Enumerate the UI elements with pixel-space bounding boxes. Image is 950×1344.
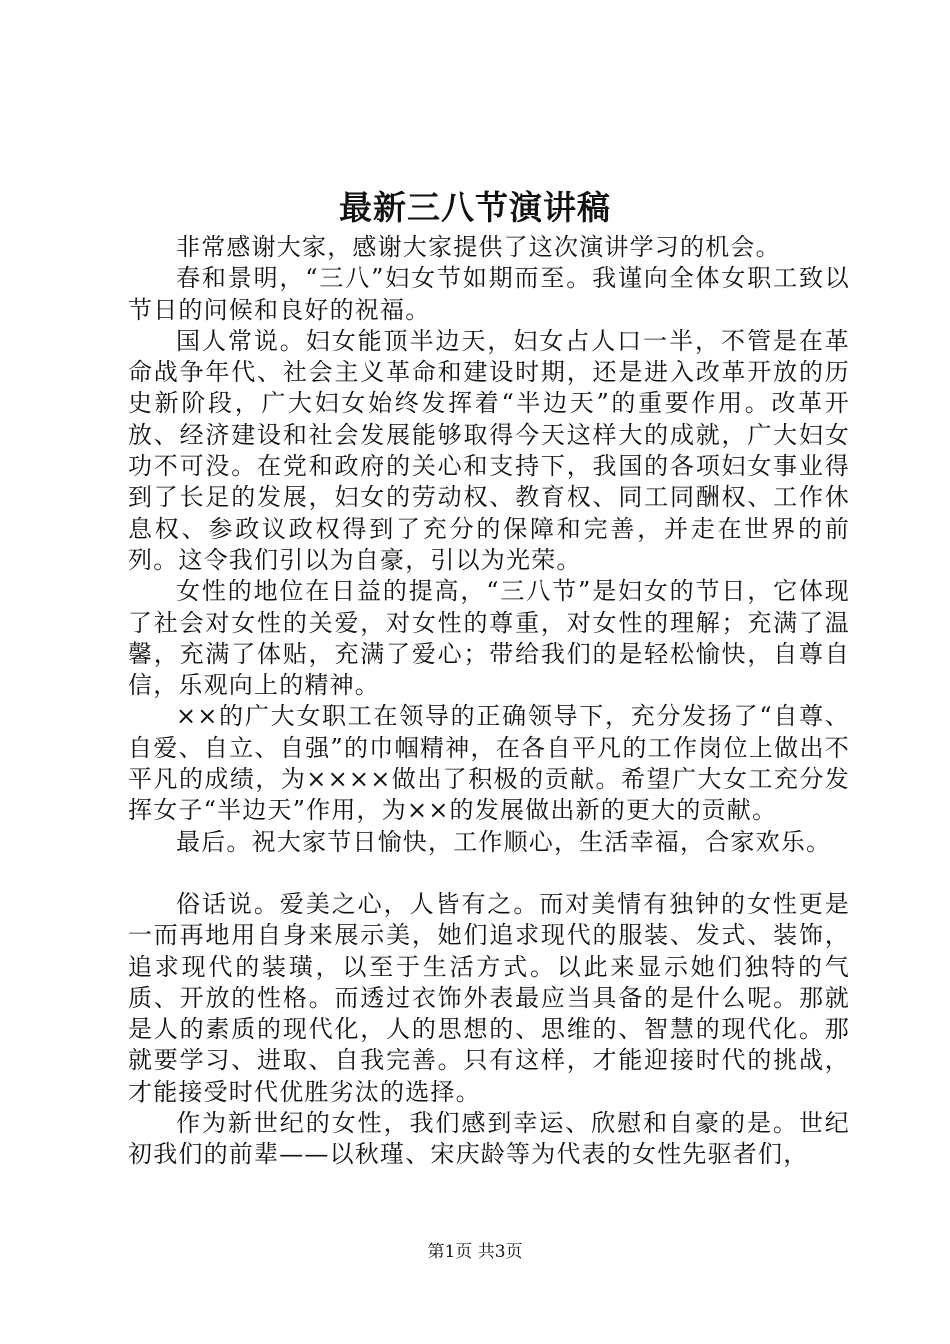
paragraph-female-workers: ××的广大女职工在领导的正确领导下，充分发扬了“自尊、自爱、自立、自强”的巾帼精神，在各自平凡的工作岗位上做出不平凡的成绩，为××××做出了积极的贡献。希望广大女工充分发挥女子“半边天”作用，为××的发展做出新的更大的贡献。 — [128, 702, 850, 825]
paragraph-half-sky: 国人常说。妇女能顶半边天，妇女占人口一半，不管是在革命战争年代、社会主义革命和建设时期，还是进入改革开放的历史新阶段，广大妇女始终发挥着“半边天”的重要作用。改革开放、经济建设和社会发展能够取得今天这样大的成就，广大妇女功不可没。在党和政府的关心和支持下，我国的各项妇女事业得到了长足的发展，妇女的劳动权、教育权、同工同酬权、工作休息权、参政议政权得到了充分的保障和完善，并走在世界的前列。这令我们引以为自豪，引以为光荣。 — [128, 326, 850, 574]
paragraph-greeting: 春和景明，“三八”妇女节如期而至。我谨向全体女职工致以节日的问候和良好的祝福。 — [128, 264, 850, 324]
paragraph-beauty: 俗话说。爱美之心，人皆有之。而对美情有独钟的女性更是一而再地用自身来展示美，她们追求现代的服装、发式、装饰，追求现代的装璜，以至于生活方式。以此来显示她们独特的气质、开放的性格。而透过衣饰外表最应当具备的是什么呢。那就是人的素质的现代化，人的思想的、思维的、智慧的现代化。那就要学习、进取、自我完善。只有这样，才能迎接时代的挑战，才能接受时代优胜劣汰的选择。 — [128, 889, 850, 1106]
page-footer: 第1页 共3页 — [427, 1242, 523, 1262]
paragraph-closing-wishes: 最后。祝大家节日愉快，工作顺心，生活幸福，合家欢乐。 — [176, 827, 832, 856]
paragraph-thanks: 非常感谢大家，感谢大家提供了这次演讲学习的机会。 — [176, 233, 781, 261]
paragraph-gap — [128, 858, 850, 889]
paragraph-new-century: 作为新世纪的女性，我们感到幸运、欣慰和自豪的是。世纪初我们的前辈——以秋瑾、宋庆龄等为代表的女性先驱者们， — [128, 1109, 850, 1169]
paragraph-womens-status: 女性的地位在日益的提高，“三八节”是妇女的节日，它体现了社会对女性的关爱，对女性的尊重，对女性的理解；充满了温馨，充满了体贴，充满了爱心；带给我们的是轻松愉快，自尊自信，乐观向上的精神。 — [128, 577, 850, 700]
document-body — [128, 232, 850, 1171]
document-title: 最新三八节演讲稿 — [339, 188, 611, 227]
